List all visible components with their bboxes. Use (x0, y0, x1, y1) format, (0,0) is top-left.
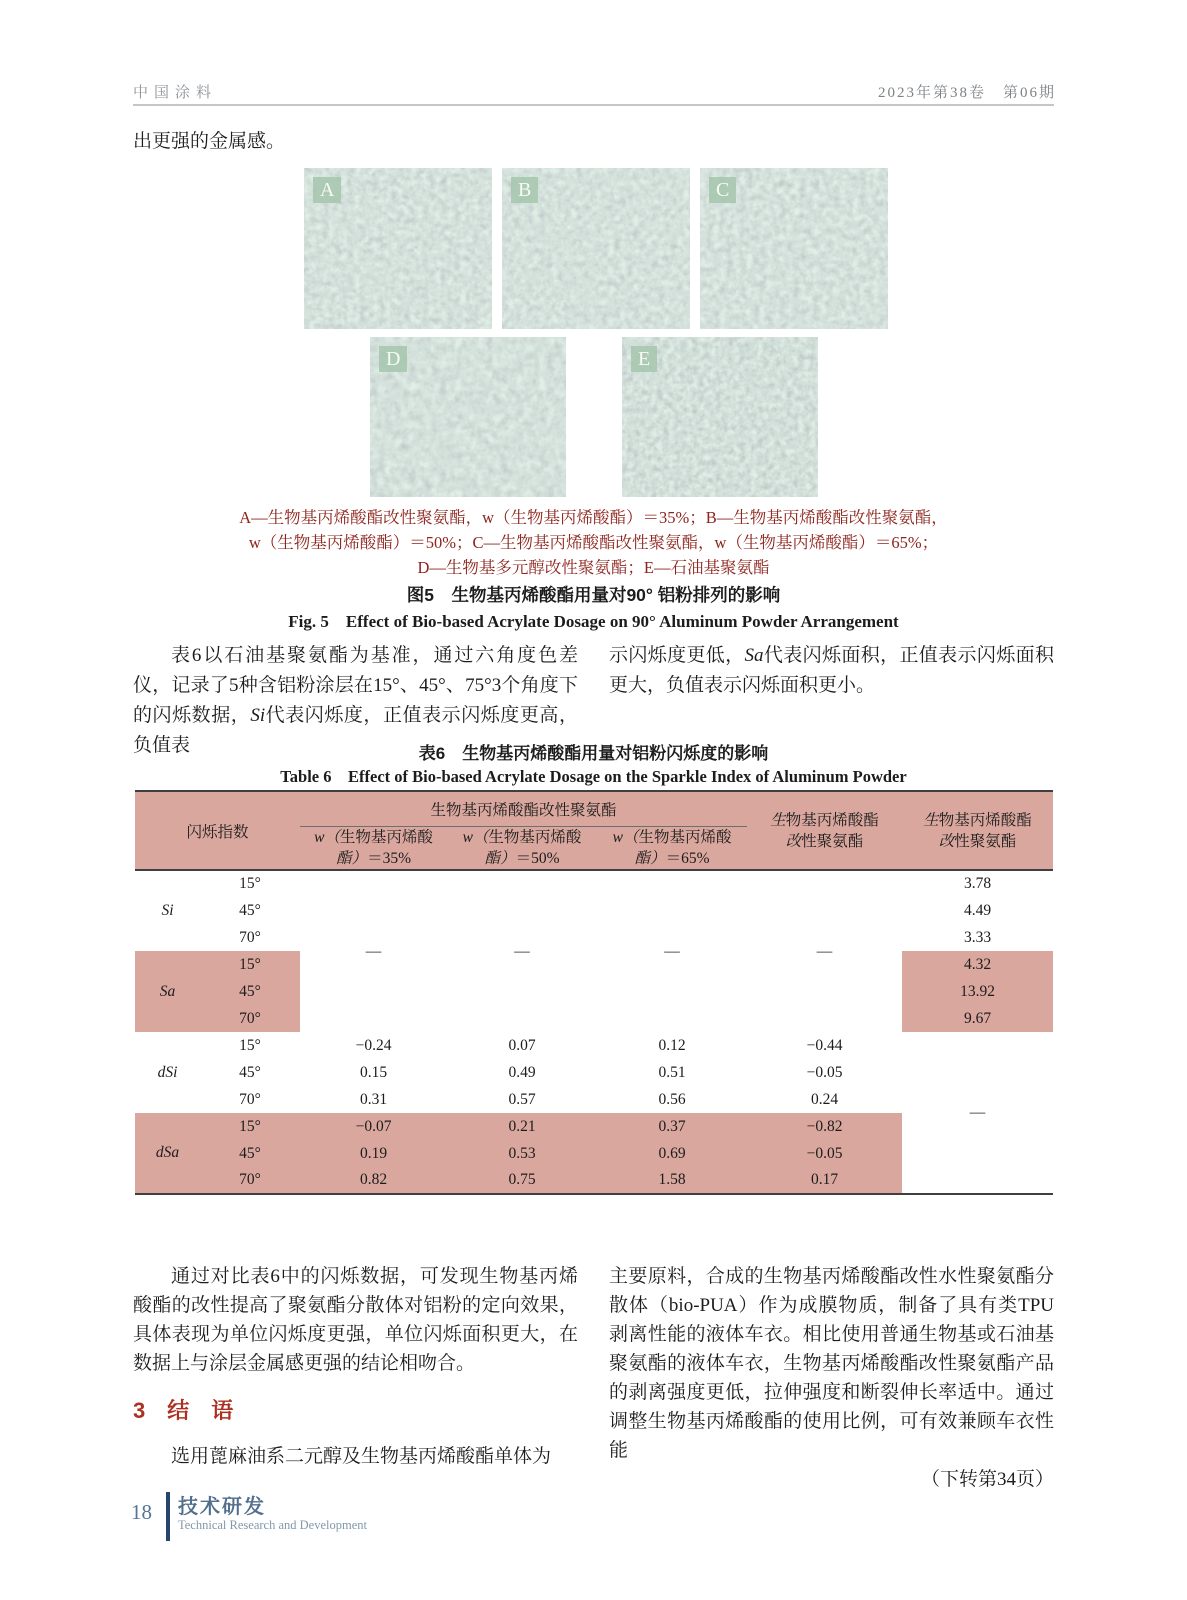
micrograph-label-d: D (379, 346, 407, 372)
angle-cell: 15° (239, 1036, 261, 1054)
table-subheader-65 (597, 827, 747, 871)
figure-caption-red-line1: A—生物基丙烯酸酯改性聚氨酯，w（生物基丙烯酸酯）＝35%；B—生物基丙烯酸酯改性聚氨酯， (239, 508, 948, 527)
angle-cell: 45° (239, 1063, 261, 1081)
angle-cell: 70° (239, 1090, 261, 1108)
value-cell: 0.37 (597, 1113, 747, 1140)
dash-cell: — (664, 942, 680, 960)
footer-section-cn: 技术研发 (178, 1496, 266, 1518)
intro-left-text1: 表6以石油基聚氨酯为基准，通过六角度色差仪，记录了5种含铝粉涂层在15°、45°、75°3个角度下的闪烁数据， (133, 645, 578, 726)
lead-text: 出更强的金属感。 (133, 131, 286, 152)
value-cell: 0.51 (658, 1063, 686, 1081)
value-cell: 0.57 (508, 1090, 536, 1108)
angle-cell: 70° (239, 928, 261, 946)
micrograph-a (304, 168, 492, 329)
value-cell: −0.82 (747, 1113, 902, 1140)
dash-cell: — (816, 942, 833, 960)
value-cell: 0.15 (359, 1063, 388, 1081)
intro-left-text2: 代表闪烁度，正值表示闪烁度更高，负值表 (133, 705, 578, 756)
value-cell: 9.67 (902, 1005, 1053, 1032)
value-cell: 0.21 (447, 1113, 597, 1140)
value-cell: 4.49 (963, 901, 992, 919)
value-cell: 0.53 (447, 1140, 597, 1167)
value-cell: 0.12 (658, 1036, 686, 1054)
dash-cell: — (365, 942, 382, 960)
bottom-left-column (133, 1262, 578, 1471)
table-header-col5 (747, 791, 902, 870)
table-header-col6 (902, 791, 1053, 870)
table-subheader-35 (300, 827, 447, 871)
value-cell: 3.33 (963, 928, 992, 946)
table-title-cn: 表6 生物基丙烯酸酯用量对铝粉闪烁度的影响 (418, 744, 769, 763)
value-cell: 3.78 (963, 875, 992, 892)
intro-right-text1: 示闪烁度更低， (609, 645, 745, 666)
intro-right-text2: 代表闪烁面积，正值表示闪烁面积更大，负值表示闪烁面积更小。 (609, 645, 1054, 696)
intro-right-paragraph (609, 641, 1054, 701)
angle-cell: 70° (200, 1167, 300, 1194)
value-cell: 0.17 (747, 1167, 902, 1194)
table-subheader-50-line2: 酯）＝50% (484, 850, 560, 867)
micrograph-e (622, 337, 818, 497)
angle-cell: 15° (239, 875, 261, 892)
micrograph-label-e: E (631, 346, 657, 372)
micrograph-b (502, 168, 690, 329)
figure-caption-red (133, 505, 1054, 580)
row-label-dsa: dSa (135, 1113, 200, 1194)
figure-caption-red-line2: w（生物基丙烯酸酯）＝50%；C—生物基丙烯酸酯改性聚氨酯，w（生物基丙烯酸酯）＝65%； (248, 533, 939, 552)
value-cell: 4.32 (902, 951, 1053, 978)
figure-caption-en: Fig. 5 Effect of Bio-based Acrylate Dosage on 90° Aluminum Powder Arrangement (288, 612, 899, 631)
dash-cell: — (969, 1103, 986, 1121)
value-cell: 0.82 (300, 1167, 447, 1194)
row-label-si: Si (161, 902, 174, 919)
value-cell: 1.58 (597, 1167, 747, 1194)
table-subheader-50-line1: w（生物基丙烯酸 (462, 829, 582, 846)
table-header-col5-line1: 生物基丙烯酸酯 (770, 811, 879, 829)
table-header-col5-line2: 改性聚氨酯 (785, 832, 864, 850)
angle-cell: 70° (200, 1005, 300, 1032)
row-label-dsi: dSi (157, 1063, 178, 1081)
value-cell: 0.19 (300, 1140, 447, 1167)
value-cell: −0.44 (806, 1036, 843, 1054)
journal-title: 中国涂料 (133, 85, 218, 101)
table-row (135, 1032, 1053, 1059)
table-subheader-50 (447, 827, 597, 871)
angle-cell: 45° (200, 978, 300, 1005)
value-cell: 0.24 (810, 1090, 839, 1108)
section-heading: 3 结 语 (133, 1398, 234, 1423)
table-row (135, 870, 1053, 897)
value-cell: 0.56 (658, 1090, 686, 1108)
intro-left-si: Si (250, 705, 266, 726)
value-cell: −0.07 (300, 1113, 447, 1140)
value-cell: −0.05 (806, 1063, 843, 1081)
sparkle-table (135, 790, 1053, 1195)
table-header-col6-line1: 生物基丙烯酸酯 (923, 811, 1032, 829)
value-cell: 0.31 (359, 1090, 388, 1108)
page-number: 18 (131, 1500, 152, 1524)
micrograph-label-c: C (709, 177, 736, 203)
angle-cell: 15° (200, 1113, 300, 1140)
table-subheader-35-line2: 酯）＝35% (336, 850, 411, 867)
header-rule (133, 104, 1054, 106)
angle-cell: 45° (239, 901, 261, 919)
micrograph-label-b: B (511, 177, 538, 203)
value-cell: 0.75 (447, 1167, 597, 1194)
conclusion-right-paragraph: 主要原料，合成的生物基丙烯酸酯改性水性聚氨酯分散体（bio-PUA）作为成膜物质，制备了具有类TPU剥离性能的液体车衣。相比使用普通生物基或石油基聚氨酯的液体车衣，生物基丙烯酸酯改性聚氨酯产品的剥离强度更低，拉伸强度和断裂伸长率适中。通过调整生物基丙烯酸酯的使用比例，可有效兼顾车衣性能 (609, 1266, 1054, 1461)
footer-divider-bar (166, 1492, 170, 1541)
issue-info: 2023年第38卷 第06期 (877, 85, 1056, 101)
value-cell: 0.07 (508, 1036, 536, 1054)
micrograph-c (700, 168, 888, 329)
conclusion-left-line: 选用蓖麻油系二元醇及生物基丙烯酸酯单体为 (171, 1446, 552, 1467)
value-cell: 13.92 (902, 978, 1053, 1005)
table-header-row1 (135, 791, 1053, 827)
micrograph-d (370, 337, 566, 497)
angle-cell: 45° (200, 1140, 300, 1167)
table-title-en: Table 6 Effect of Bio-based Acrylate Dosage on the Sparkle Index of Aluminum Powder (280, 767, 907, 786)
row-label-sa: Sa (135, 951, 200, 1032)
figure-caption-cn: 图5 生物基丙烯酸酯用量对90° 铝粉排列的影响 (406, 585, 781, 605)
bottom-right-column (609, 1262, 1054, 1494)
dash-cell: — (514, 942, 530, 960)
table-header-index: 闪烁指数 (135, 791, 300, 870)
continuation-note: （下转第34页） (920, 1469, 1054, 1490)
intro-right-sa: Sa (744, 645, 764, 666)
value-cell: 0.69 (597, 1140, 747, 1167)
value-cell: 0.49 (508, 1063, 536, 1081)
value-cell: −0.05 (747, 1140, 902, 1167)
footer-section-en: Technical Research and Development (178, 1518, 367, 1532)
angle-cell: 15° (200, 951, 300, 978)
table-subheader-65-line1: w（生物基丙烯酸 (612, 829, 732, 846)
table-subheader-65-line2: 酯）＝65% (634, 850, 710, 867)
discussion-paragraph: 通过对比表6中的闪烁数据，可发现生物基丙烯酸酯的改性提高了聚氨酯分散体对铝粉的定向效果，具体表现为单位闪烁度更强，单位闪烁面积更大，在数据上与涂层金属感更强的结论相吻合。 (133, 1266, 578, 1374)
table-header-group: 生物基丙烯酸酯改性聚氨酯 (300, 791, 747, 827)
table-subheader-35-line1: w（生物基丙烯酸 (314, 829, 433, 846)
micrograph-label-a: A (313, 177, 341, 203)
figure-caption-red-line3: D—生物基多元醇改性聚氨酯；E—石油基聚氨酯 (417, 558, 770, 577)
table-header-col6-line2: 改性聚氨酯 (938, 832, 1017, 850)
value-cell: −0.24 (355, 1036, 392, 1054)
